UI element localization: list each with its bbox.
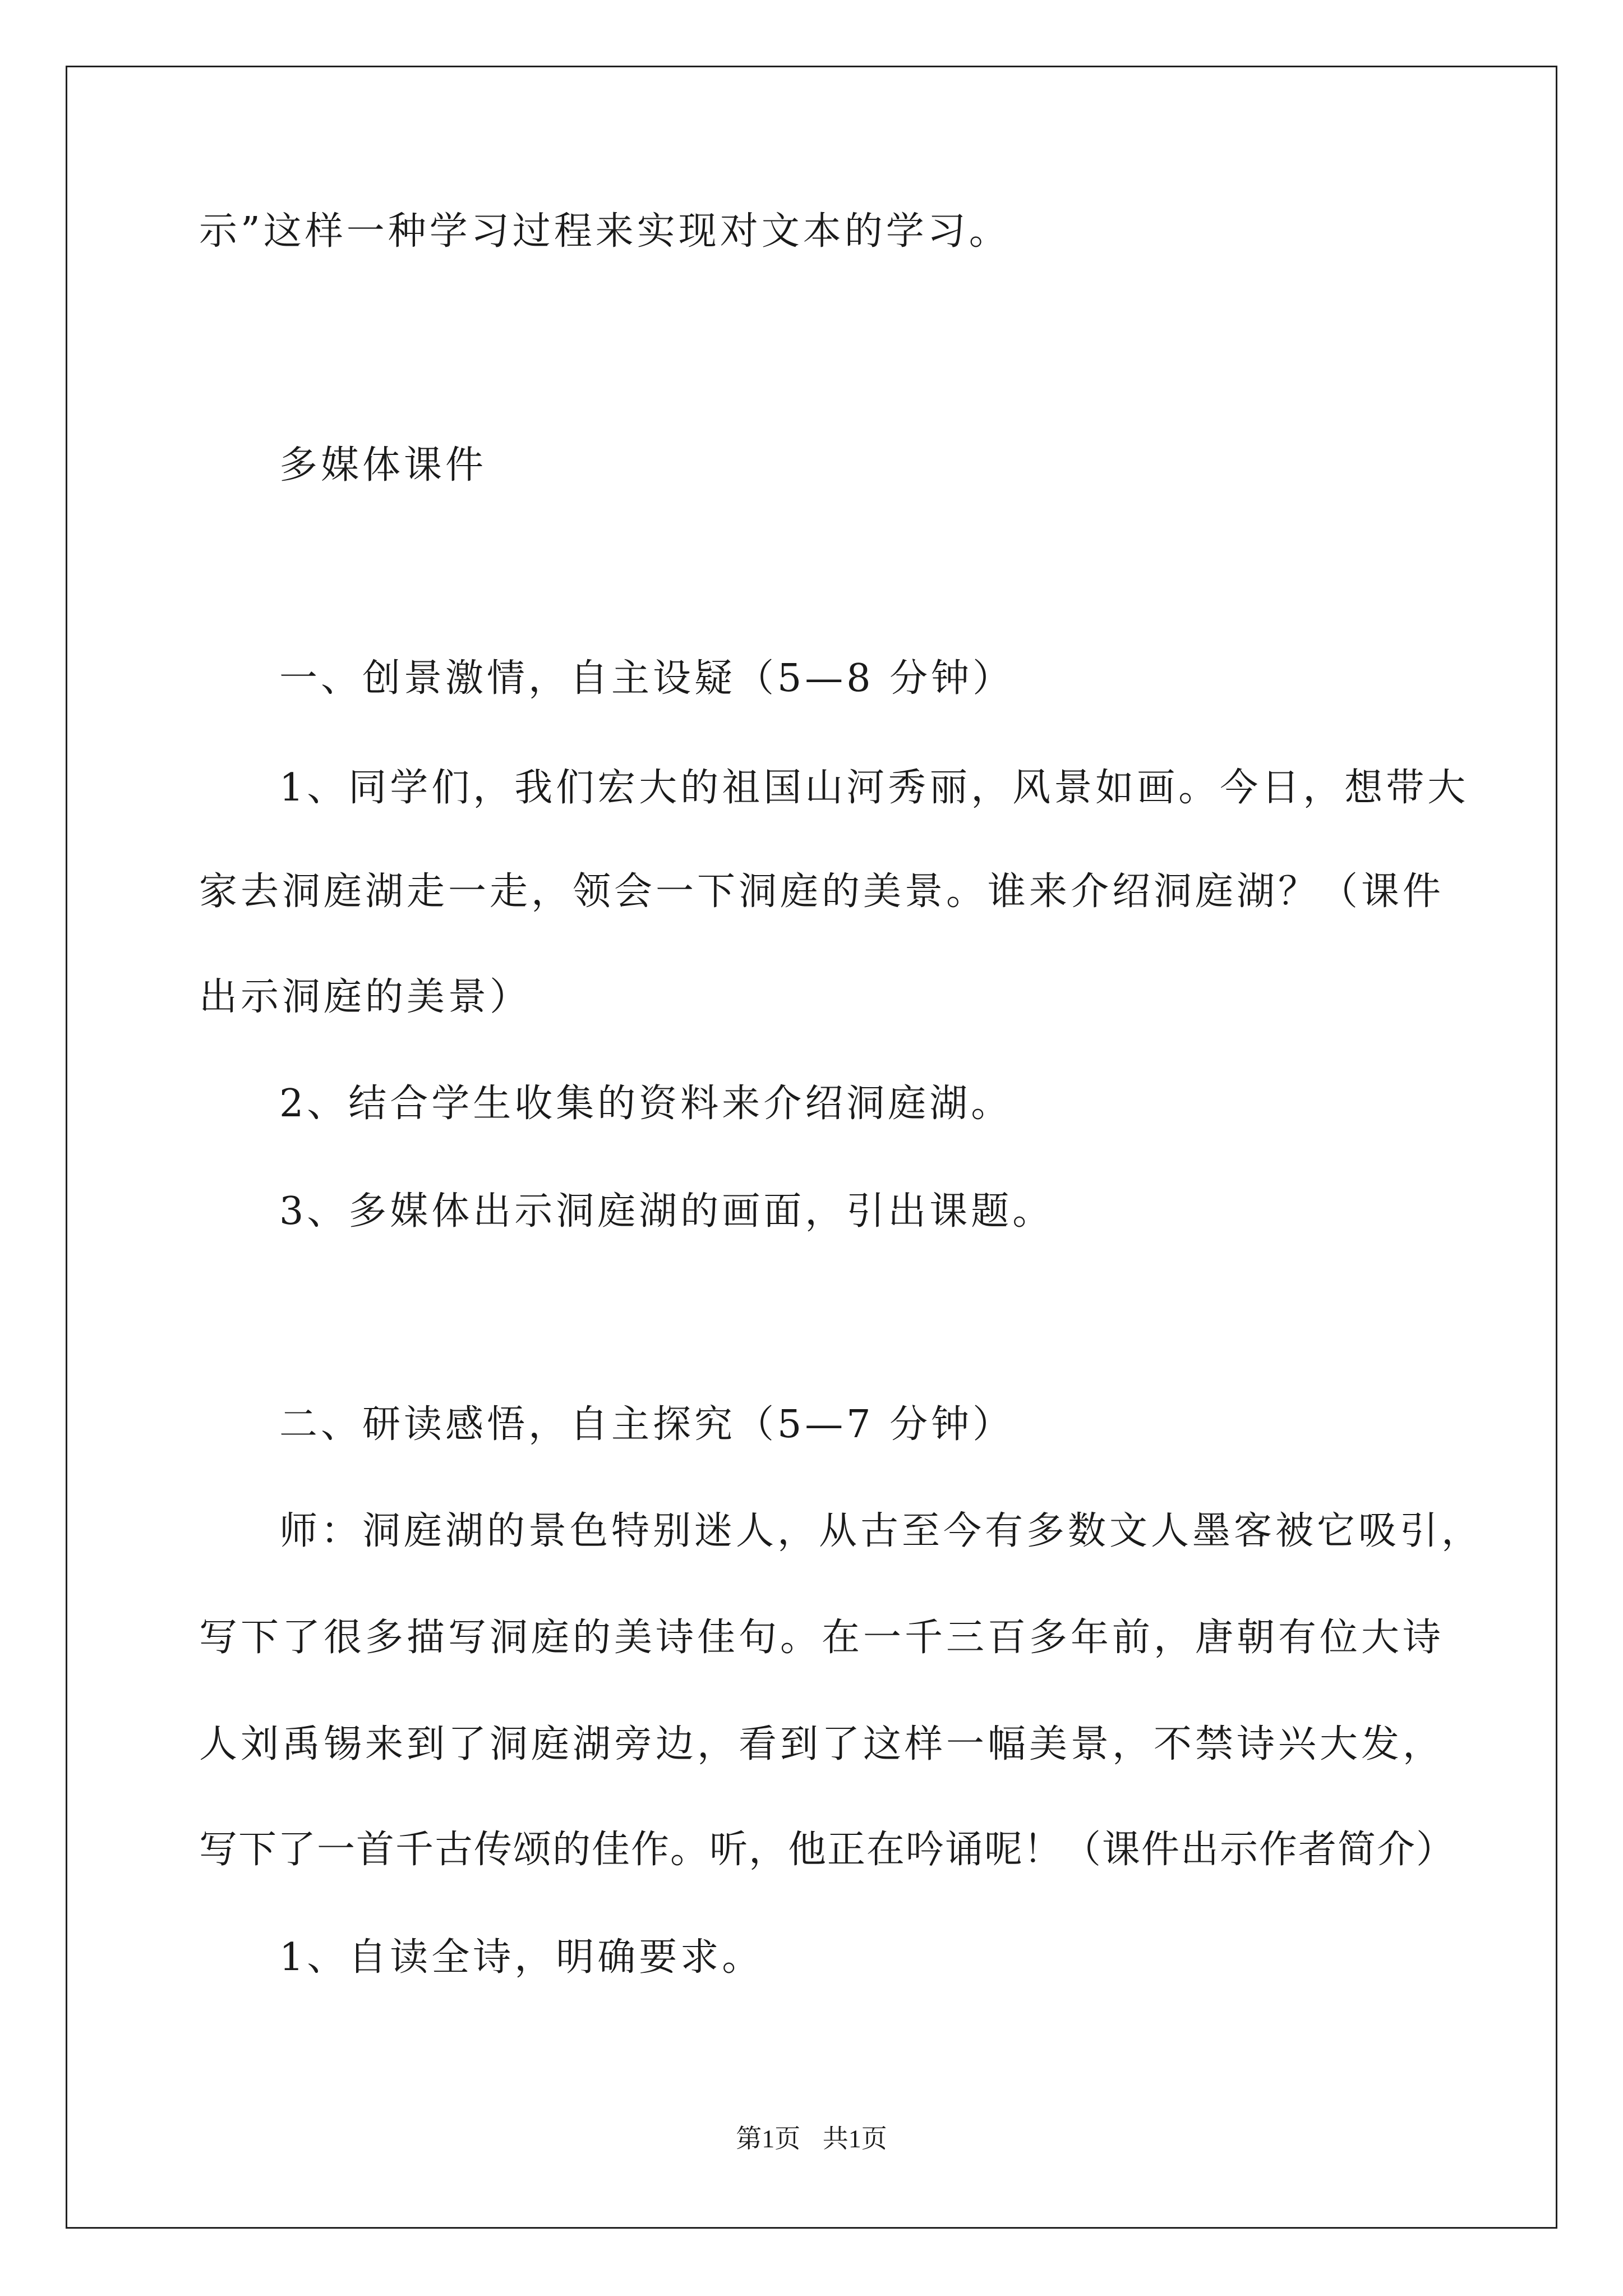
paragraph-line: 1、自读全诗，明确要求。 bbox=[279, 1935, 764, 1980]
section-heading-2: 二、研读感悟，自主探究（5—7 分钟） bbox=[279, 1402, 1015, 1447]
paragraph-line: 师：洞庭湖的景色特别迷人，从古至今有多数文人墨客被它吸引， bbox=[279, 1509, 1483, 1553]
paragraph-line: 写下了很多描写洞庭的美诗佳句。在一千三百多年前，唐朝有位大诗 bbox=[199, 1616, 1445, 1660]
page-total: 共1页 bbox=[822, 2124, 887, 2153]
paragraph-line: 家去洞庭湖走一走，领会一下洞庭的美景。谁来介绍洞庭湖？（课件 bbox=[199, 869, 1445, 914]
paragraph-line: 3、多媒体出示洞庭湖的画面，引出课题。 bbox=[279, 1189, 1054, 1234]
material-heading: 多媒体课件 bbox=[279, 443, 487, 487]
page-number: 第1页 bbox=[736, 2124, 801, 2153]
page-border bbox=[66, 66, 1557, 2229]
paragraph-line: 人刘禹锡来到了洞庭湖旁边，看到了这样一幅美景，不禁诗兴大发， bbox=[199, 1722, 1445, 1766]
paragraph-line: 1、同学们，我们宏大的祖国山河秀丽，风景如画。今日，想带大 bbox=[279, 766, 1469, 810]
paragraph-line: 2、结合学生收集的资料来介绍洞庭湖。 bbox=[279, 1082, 1013, 1126]
section-heading-1: 一、创景激情，自主设疑（5—8 分钟） bbox=[279, 656, 1015, 701]
paragraph-line: 写下了一首千古传颂的佳作。听，他正在吟诵呢！（课件出示作者简介） bbox=[199, 1828, 1456, 1872]
text-line-continuation: 示”这样一种学习过程来实现对文本的学习。 bbox=[199, 209, 1011, 254]
paragraph-line: 出示洞庭的美景） bbox=[199, 975, 532, 1019]
page-footer bbox=[0, 2122, 1623, 2156]
